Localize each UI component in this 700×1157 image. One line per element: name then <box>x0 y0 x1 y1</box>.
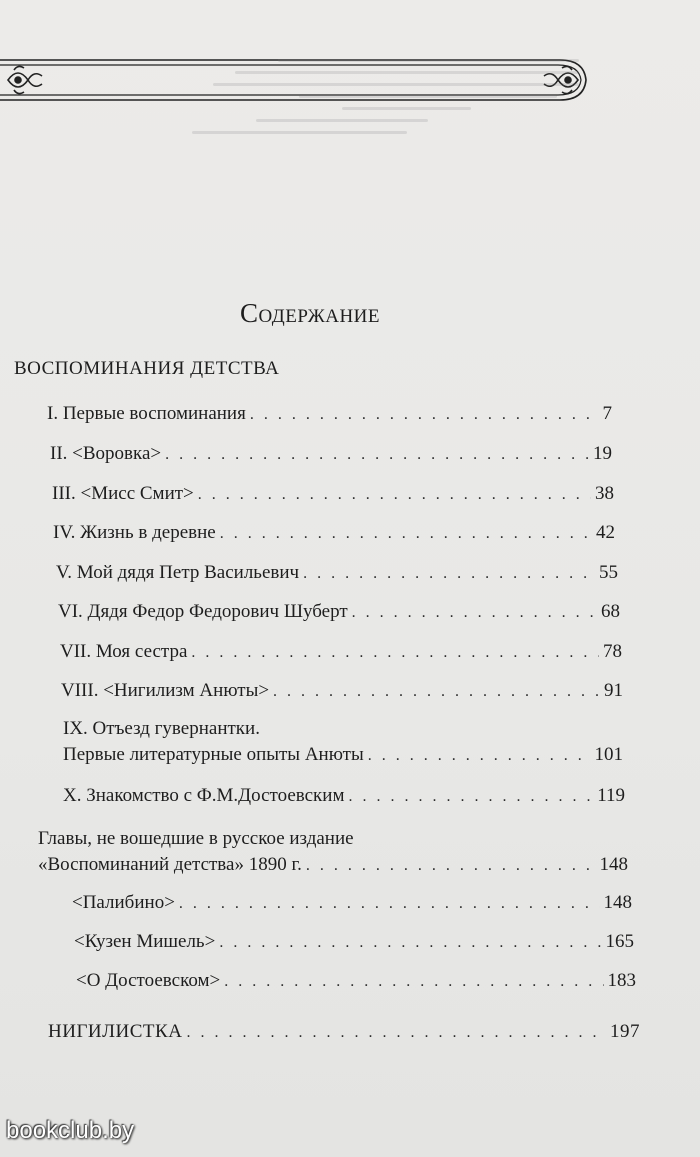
toc-entry-label: VIII. <Нигилизм Анюты> <box>61 680 270 701</box>
toc-entry-label: НИГИЛИСТКА <box>48 1021 183 1042</box>
toc-entry <box>60 638 622 666</box>
toc-entry-page: 148 <box>603 892 632 913</box>
dot-leader <box>303 560 595 588</box>
toc-entry <box>53 519 615 547</box>
toc-entry <box>63 782 625 810</box>
toc-entry-label: «Воспоминаний детства» 1890 г. <box>38 854 302 875</box>
toc-entry <box>76 967 636 995</box>
toc-entry-label: Первые литературные опыты Анюты <box>63 744 364 765</box>
toc-entry-label-line1: Главы, не вошедшие в русское издание <box>38 828 354 849</box>
dot-leader <box>250 401 599 429</box>
toc-entry <box>52 480 614 508</box>
toc-entry-label: I. Первые воспоминания <box>47 403 246 424</box>
toc-entry <box>47 400 612 428</box>
toc-entry-page: 165 <box>605 931 634 952</box>
toc-entry-label: <Палибино> <box>72 892 175 913</box>
ornamental-header-frame <box>0 38 600 118</box>
dot-leader <box>219 929 601 957</box>
toc-entry <box>63 741 623 769</box>
dot-leader <box>165 441 589 469</box>
toc-entry <box>58 598 620 626</box>
toc-entry-page: 42 <box>596 522 615 543</box>
toc-entry-label: II. <Воровка> <box>50 443 162 464</box>
toc-entry <box>61 677 623 705</box>
toc-entry-label: <О Достоевском> <box>76 970 221 991</box>
dot-leader <box>352 599 597 627</box>
toc-entry-page: 38 <box>595 483 614 504</box>
right-flourish-icon <box>544 66 578 93</box>
dot-leader <box>179 890 600 918</box>
dot-leader <box>191 639 599 667</box>
toc-entry-page: 55 <box>599 562 618 583</box>
toc-entry-label: IV. Жизнь в деревне <box>53 522 216 543</box>
toc-entry-label: <Кузен Мишель> <box>74 931 216 952</box>
watermark: bookclub.by <box>6 1117 135 1144</box>
dot-leader <box>198 481 591 509</box>
toc-entry <box>56 559 618 587</box>
toc-entry-page: 19 <box>593 443 612 464</box>
toc-entry-page: 119 <box>597 785 625 806</box>
toc-entry-label-line1: IX. Отъезд гувернантки. <box>63 718 260 739</box>
toc-entry-label: X. Знакомство с Ф.М.Достоевским <box>63 785 345 806</box>
toc-entry <box>50 440 612 468</box>
dot-leader <box>186 1019 606 1047</box>
toc-entry-page: 68 <box>601 601 620 622</box>
dot-leader <box>306 852 596 880</box>
toc-entry <box>74 928 634 956</box>
dot-leader <box>348 783 593 811</box>
section-heading: ВОСПОМИНАНИЯ ДЕТСТВА <box>14 358 280 379</box>
toc-entry-page: 101 <box>594 744 623 765</box>
page-title: Содержание <box>239 298 381 328</box>
toc-entry-page: 183 <box>607 970 636 991</box>
toc-entry <box>72 889 632 917</box>
left-flourish-icon <box>8 66 42 93</box>
toc-entry-page: 148 <box>599 854 628 875</box>
toc-entry <box>48 1018 640 1046</box>
dot-leader <box>220 520 592 548</box>
toc-entry-page: 7 <box>602 403 612 424</box>
toc-entry-label: VII. Моя сестра <box>60 641 188 662</box>
toc-entry <box>38 851 628 879</box>
toc-entry-label: III. <Мисс Смит> <box>52 483 194 504</box>
dot-leader <box>224 968 603 996</box>
toc-entry-label: V. Мой дядя Петр Васильевич <box>56 562 300 583</box>
dot-leader <box>368 742 591 770</box>
toc-entry-label: VI. Дядя Федор Федорович Шуберт <box>58 601 348 622</box>
toc-entry-page: 197 <box>610 1021 640 1042</box>
toc-entry-page: 91 <box>604 680 623 701</box>
dot-leader <box>273 678 600 706</box>
toc-entry-page: 78 <box>603 641 622 662</box>
